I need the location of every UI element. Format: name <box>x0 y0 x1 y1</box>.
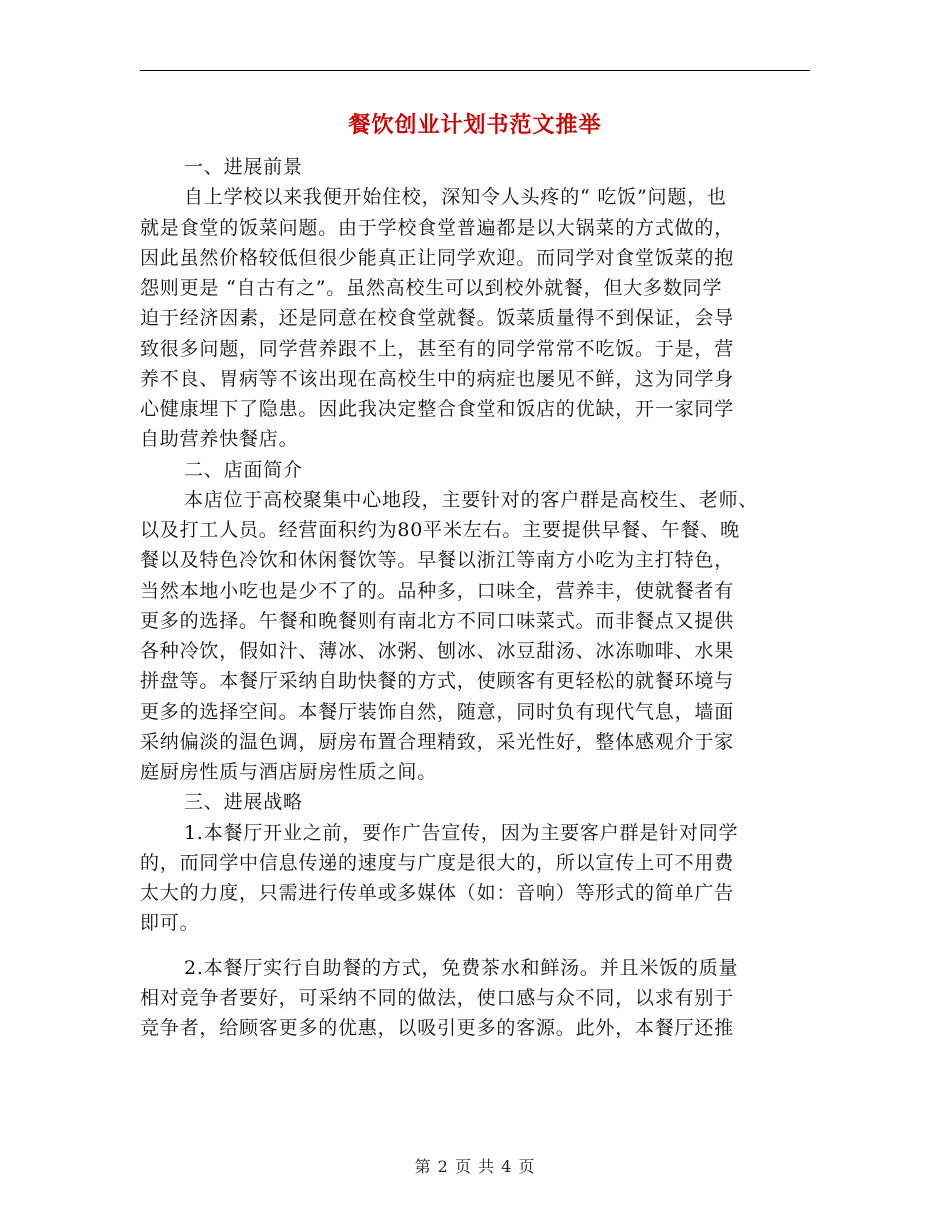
paragraph-line: 的，而同学中信息传递的速度与广度是很大的，所以宣传上可不用费 <box>140 851 735 874</box>
paragraph-line: 拼盘等。本餐厅采纳自助快餐的方式，使顾客有更轻松的就餐环境与 <box>140 670 735 693</box>
paragraph-line: 即可。 <box>140 912 200 935</box>
paragraph-line: 餐以及特色冷饮和休闲餐饮等。早餐以浙江等南方小吃为主打特色， <box>140 549 735 572</box>
paragraph-line: 1.本餐厅开业之前，要作广告宣传，因为主要客户群是针对同学 <box>184 821 739 844</box>
paragraph-line: 致很多问题，同学营养跟不上，甚至有的同学常常不吃饭。于是，营 <box>140 337 735 360</box>
document-title: 餐饮创业计划书范文推举 <box>348 112 602 138</box>
paragraph-line: 更多的选择。午餐和晚餐则有南北方不同口味菜式。而非餐点又提供 <box>140 609 735 632</box>
paragraph-line: 本店位于高校聚集中心地段，主要针对的客户群是高校生、老师、 <box>184 488 759 511</box>
paragraph-line: 心健康埋下了隐患。因此我决定整合食堂和饭店的优缺，开一家同学 <box>140 398 735 420</box>
section-heading-strategy: 三、进展战略 <box>184 791 303 814</box>
document-body <box>140 152 810 1043</box>
paragraph-line: 当然本地小吃也是少不了的。品种多，口味全，营养丰，使就餐者有 <box>140 579 735 602</box>
paragraph-line: 太大的力度，只需进行传单或多媒体（如：音响）等形式的简单广告 <box>140 882 735 904</box>
paragraph-line: 以及打工人员。经营面积约为80平米左右。主要提供早餐、午餐、晚 <box>140 519 740 541</box>
paragraph-line: 迫于经济因素，还是同意在校食堂就餐。饭菜质量得不到保证，会导 <box>140 307 735 330</box>
paragraph-line: 2.本餐厅实行自助餐的方式，免费茶水和鲜汤。并且米饭的质量 <box>184 956 739 979</box>
header-rule <box>140 70 810 71</box>
paragraph-line: 自助营养快餐店。 <box>140 428 299 451</box>
paragraph-line: 相对竞争者要好，可采纳不同的做法，使口感与众不同，以求有别于 <box>140 986 735 1009</box>
page-number: 第 2 页 共 4 页 <box>414 1157 536 1176</box>
paragraph-line: 各种冷饮，假如汁、薄冰、冰粥、刨冰、冰豆甜汤、冰冻咖啡、水果 <box>140 640 735 662</box>
paragraph-line: 采纳偏淡的温色调，厨房布置合理精致，采光性好，整体感观介于家 <box>140 730 735 753</box>
paragraph-line: 养不良、胃病等不该出现在高校生中的病症也屡见不鲜，这为同学身 <box>140 367 735 390</box>
paragraph-line: 就是食堂的饭菜问题。由于学校食堂普遍都是以大锅菜的方式做的， <box>140 216 735 239</box>
paragraph-line: 竞争者，给顾客更多的优惠，以吸引更多的客源。此外，本餐厅还推 <box>140 1017 735 1039</box>
paragraph-line: 自上学校以来我便开始住校，深知令人头疼的“ 吃饭”问题，也 <box>184 186 727 209</box>
paragraph-line: 更多的选择空间。本餐厅装饰自然，随意，同时负有现代气息，墙面 <box>140 700 735 723</box>
paragraph-line: 怨则更是 “自古有之”。虽然高校生可以到校外就餐，但大多数同学 <box>140 277 723 299</box>
section-heading-prospects: 一、进展前景 <box>184 156 303 178</box>
paragraph-line: 庭厨房性质与酒店厨房性质之间。 <box>140 761 438 783</box>
paragraph-line: 因此虽然价格较低但很少能真正让同学欢迎。而同学对食堂饭菜的抱 <box>140 246 735 269</box>
paragraph-gap <box>140 939 810 953</box>
section-heading-store: 二、店面简介 <box>184 458 303 481</box>
